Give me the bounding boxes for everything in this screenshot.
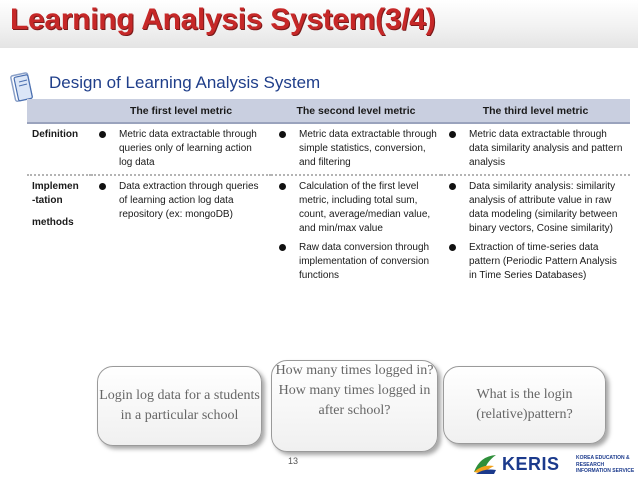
- slide-title: Learning Analysis System(3/4): [10, 3, 436, 36]
- row-label-definition: [27, 123, 91, 175]
- metric-table: [27, 99, 630, 287]
- callout-login-log-data: [97, 366, 262, 446]
- bullet-icon: [449, 131, 456, 138]
- callout-login-pattern: [443, 366, 606, 444]
- table-row-implementation: [27, 175, 630, 287]
- table-cell: [271, 123, 441, 175]
- callout-text: How many times logged in after school?: [278, 383, 431, 418]
- callout-text: What is the login (relative)pattern?: [476, 387, 573, 422]
- list-item: [275, 241, 437, 283]
- bullet-icon: [449, 183, 456, 190]
- list-item: [275, 128, 437, 170]
- callout-text: Login log data for a students in a particular school: [99, 388, 260, 423]
- cell-text: Calculation of the first level metric, including total sum, count, average/median value, and min/max value: [299, 181, 431, 234]
- keris-logo: [472, 452, 638, 479]
- list-item: [95, 128, 267, 170]
- table-cell: [271, 175, 441, 287]
- cell-text: Data similarity analysis: similarity analysis of attribute value in raw data modeling (similarity between binary vectors, Cosine similarity): [469, 181, 618, 234]
- logo-wordmark: KERIS: [502, 454, 560, 474]
- table-header-third-level: The third level metric: [441, 99, 630, 123]
- list-item: [95, 180, 267, 222]
- row-label-line: Definition: [32, 129, 79, 140]
- list-item: [275, 180, 437, 236]
- cell-text: Metric data extractable through data similarity analysis and pattern analysis: [469, 129, 623, 168]
- table-header-first-level: The first level metric: [91, 99, 271, 123]
- row-label-line: methods: [32, 217, 74, 228]
- row-label-line: Implemen: [32, 181, 79, 192]
- bullet-icon: [449, 244, 456, 251]
- callout-login-count: [271, 360, 438, 452]
- bullet-icon: [279, 131, 286, 138]
- table-cell: [441, 123, 630, 175]
- slide-subtitle: Design of Learning Analysis System: [49, 73, 321, 92]
- table-cell: [91, 175, 271, 287]
- cell-text: Data extraction through queries of learning action log data repository (ex: mongoDB): [119, 181, 259, 220]
- page-number: 13: [288, 456, 299, 466]
- cell-text: Extraction of time-series data pattern (Periodic Pattern Analysis in Time Series Databases): [469, 242, 617, 281]
- table-header-corner: [27, 99, 91, 123]
- table-cell: [441, 175, 630, 287]
- row-label-line: -tation: [32, 195, 63, 206]
- bullet-icon: [99, 183, 106, 190]
- cell-text: Raw data conversion through implementation of conversion functions: [299, 242, 430, 281]
- list-item: [445, 128, 626, 170]
- cell-text: Metric data extractable through simple statistics, conversion, and filtering: [299, 129, 437, 168]
- table-cell: [91, 123, 271, 175]
- keris-logo-icon: [472, 452, 498, 476]
- row-label-implementation: [27, 175, 91, 287]
- bullet-icon: [279, 244, 286, 251]
- logo-tagline: KOREA EDUCATION & RESEARCH INFORMATION SERVICE: [576, 455, 635, 474]
- list-item: [445, 180, 626, 236]
- callout-text: How many times logged in?: [275, 363, 434, 378]
- table-header-row: [27, 99, 630, 123]
- table-header-second-level: The second level metric: [271, 99, 441, 123]
- table-row-definition: [27, 123, 630, 175]
- bullet-icon: [279, 183, 286, 190]
- bullet-icon: [99, 131, 106, 138]
- list-item: [445, 241, 626, 283]
- cell-text: Metric data extractable through queries only of learning action log data: [119, 129, 257, 168]
